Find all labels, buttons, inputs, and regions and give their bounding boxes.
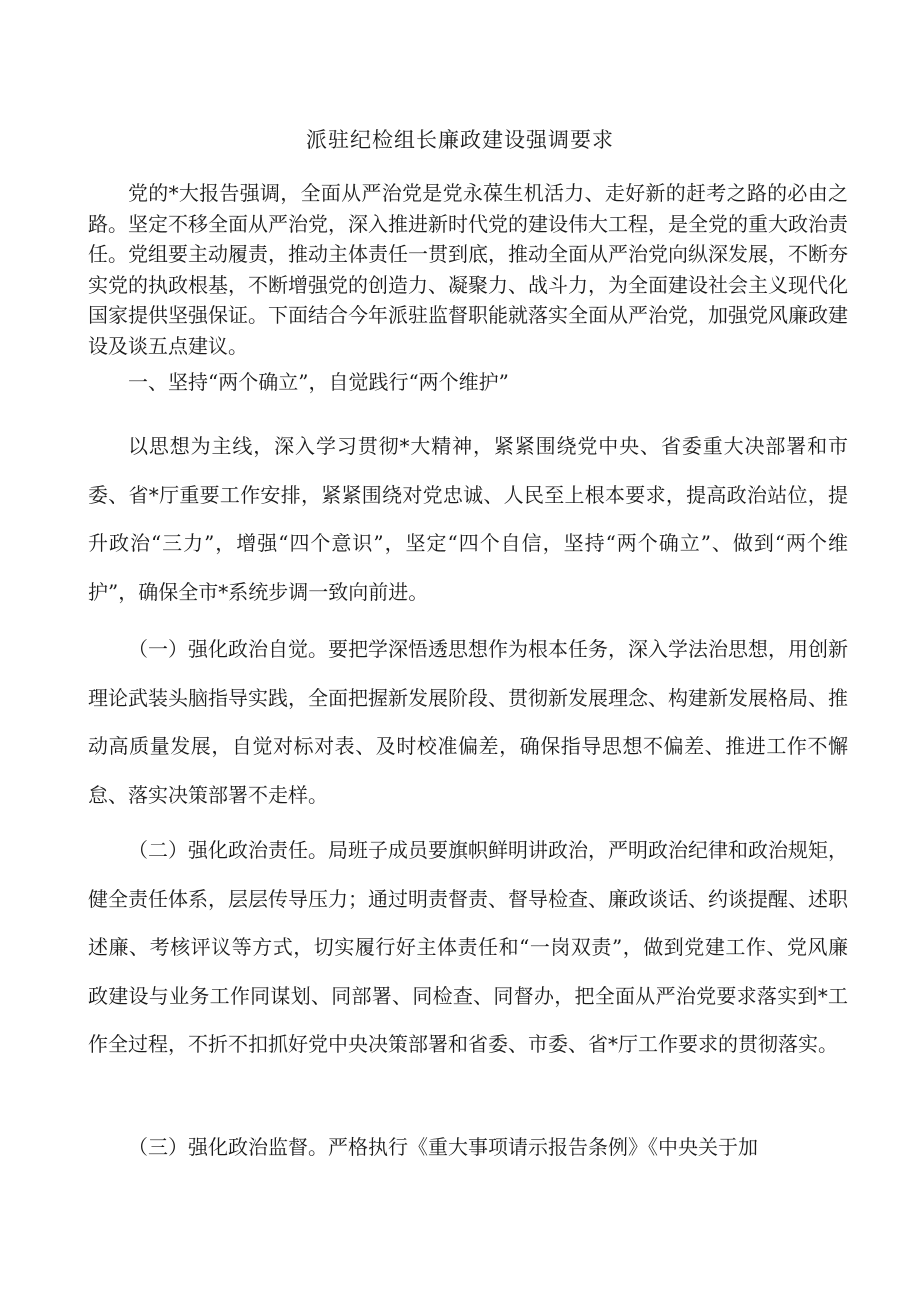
intro-paragraph: 党的*大报告强调，全面从严治党是党永葆生机活力、走好新的赶考之路的必由之路。坚定不移全面从严治党，深入推进新时代党的建设伟大工程，是全党的重大政治责任。党组要主动履责，推动主体责任一贯到底，推动全面从严治党向纵深发展，不断夯实党的执政根基，不断增强党的创造力、凝聚力、战斗力，为全面建设社会主义现代化国家提供坚强保证。下面结合今年派驻监督职能就落实全面从严治党，加强党风廉政建设及谈五点建议。: [88, 181, 848, 358]
document-title: 派驻纪检组长廉政建设强调要求: [306, 128, 614, 152]
section-body-paragraph: 以思想为主线，深入学习贯彻*大精神，紧紧围绕党中央、省委重大决部署和市委、省*厅重要工作安排，紧紧围绕对党忠诚、人民至上根本要求，提高政治站位，提升政治“三力”，增强“四个意识”，坚定“四个自信，坚持“两个确立”、做到“两个维护”，确保全市*系统步调一致向前进。: [88, 434, 848, 604]
section-heading: 一、坚持“两个确立”，自觉践行“两个维护”: [128, 370, 509, 394]
item-paragraph-3: （三）强化政治监督。严格执行《重大事项请示报告条例》《中央关于加: [128, 1135, 758, 1159]
item-paragraph-1: （一）强化政治自觉。要把学深悟透思想作为根本任务，深入学法治思想，用创新理论武装头脑指导实践，全面把握新发展阶段、贯彻新发展理念、构建新发展格局、推动高质量发展，自觉对标对表、及时校准偏差，确保指导思想不偏差、推进工作不懈怠、落实决策部署不走样。: [88, 637, 848, 807]
item-paragraph-2: （二）强化政治责任。局班子成员要旗帜鲜明讲政治，严明政治纪律和政治规矩，健全责任体系，层层传导压力；通过明责督责、督导检查、廉政谈话、约谈提醒、述职述廉、考核评议等方式，切实履行好主体责任和“一岗双责”，做到党建工作、党风廉政建设与业务工作同谋划、同部署、同检查、同督办，把全面从严治党要求落实到*工作全过程，不折不扣抓好党中央决策部署和省委、市委、省*厅工作要求的贯彻落实。: [88, 838, 848, 1056]
